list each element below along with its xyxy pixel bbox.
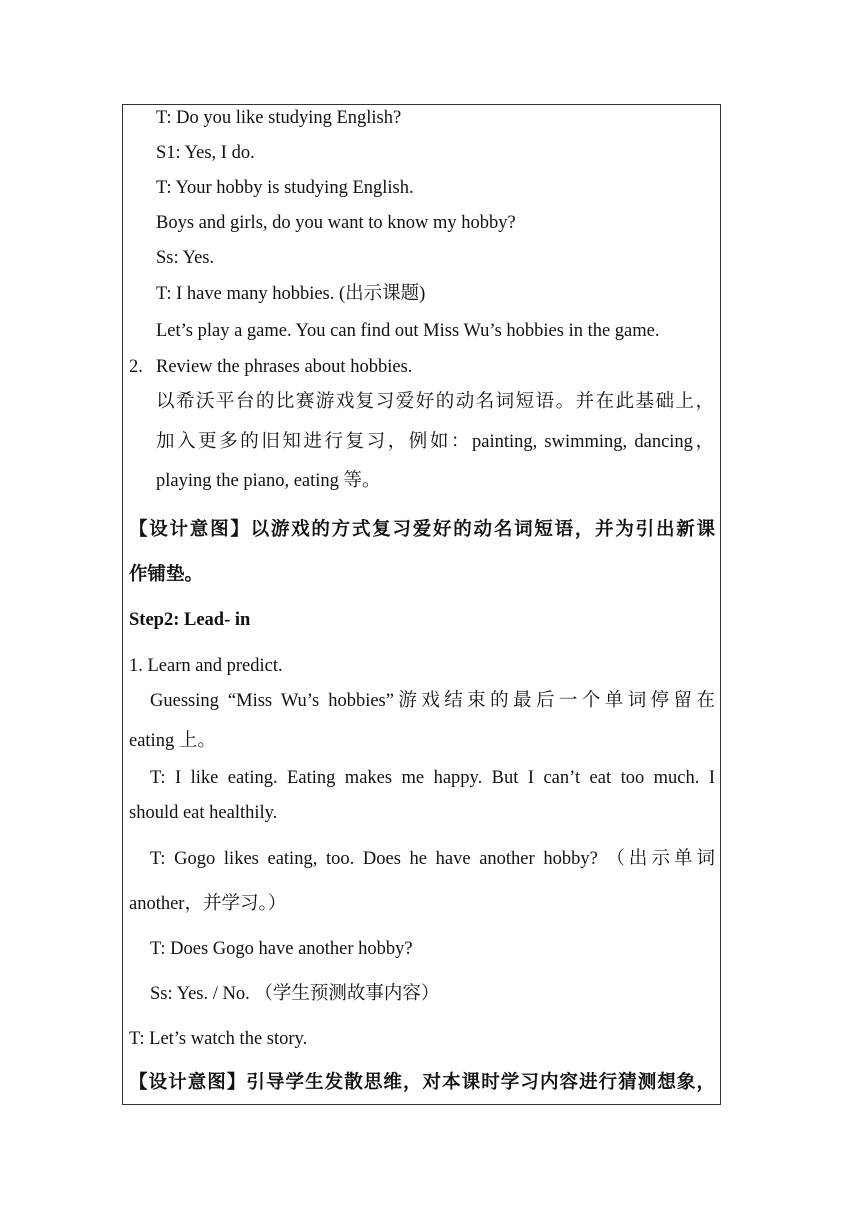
- step-heading: Step2: Lead- in: [129, 610, 251, 630]
- paragraph-line: Ss: Yes. / No. （学生预测故事内容）: [150, 984, 440, 1004]
- paragraph-line: T: I like eating. Eating makes me happy. But I can’t eat too much. I: [150, 768, 715, 788]
- dialogue-line: T: Your hobby is studying English.: [156, 178, 414, 198]
- design-intent: 【设计意图】以游戏的方式复习爱好的动名词短语，并为引出新课: [129, 520, 715, 540]
- dialogue-line: Ss: Yes.: [156, 248, 215, 268]
- paragraph-line: another，并学习。）: [129, 894, 287, 914]
- list-item-description: 加入更多的旧知进行复习，例如：painting, swimming, dancing，: [156, 432, 714, 452]
- dialogue-line: T: Do you like studying English?: [156, 108, 402, 128]
- list-item-title: Review the phrases about hobbies.: [156, 357, 413, 377]
- section-title: 1. Learn and predict.: [129, 656, 283, 676]
- list-item-description: 以希沃平台的比赛游戏复习爱好的动名词短语。并在此基础上，: [156, 392, 714, 412]
- dialogue-line: Let’s play a game. You can find out Miss Wu’s hobbies in the game.: [156, 321, 660, 341]
- dialogue-line: T: I have many hobbies. (出示课题): [156, 284, 426, 304]
- dialogue-line: S1: Yes, I do.: [156, 143, 255, 163]
- paragraph-line: eating 上。: [129, 731, 216, 751]
- paragraph-line: T: Gogo likes eating, too. Does he have another hobby? （出示单词: [150, 849, 715, 869]
- paragraph-line: Guessing “Miss Wu’s hobbies”游戏结束的最后一个单词停留在: [150, 691, 715, 711]
- paragraph-line: should eat healthily.: [129, 803, 278, 823]
- paragraph-line: T: Let’s watch the story.: [129, 1029, 308, 1049]
- design-intent: 【设计意图】引导学生发散思维，对本课时学习内容进行猜测想象，: [129, 1073, 715, 1093]
- dialogue-line: Boys and girls, do you want to know my hobby?: [156, 213, 516, 233]
- list-number: 2.: [129, 357, 143, 377]
- design-intent: 作铺垫。: [129, 565, 204, 585]
- paragraph-line: T: Does Gogo have another hobby?: [150, 939, 413, 959]
- list-item-description: playing the piano, eating 等。: [156, 471, 381, 491]
